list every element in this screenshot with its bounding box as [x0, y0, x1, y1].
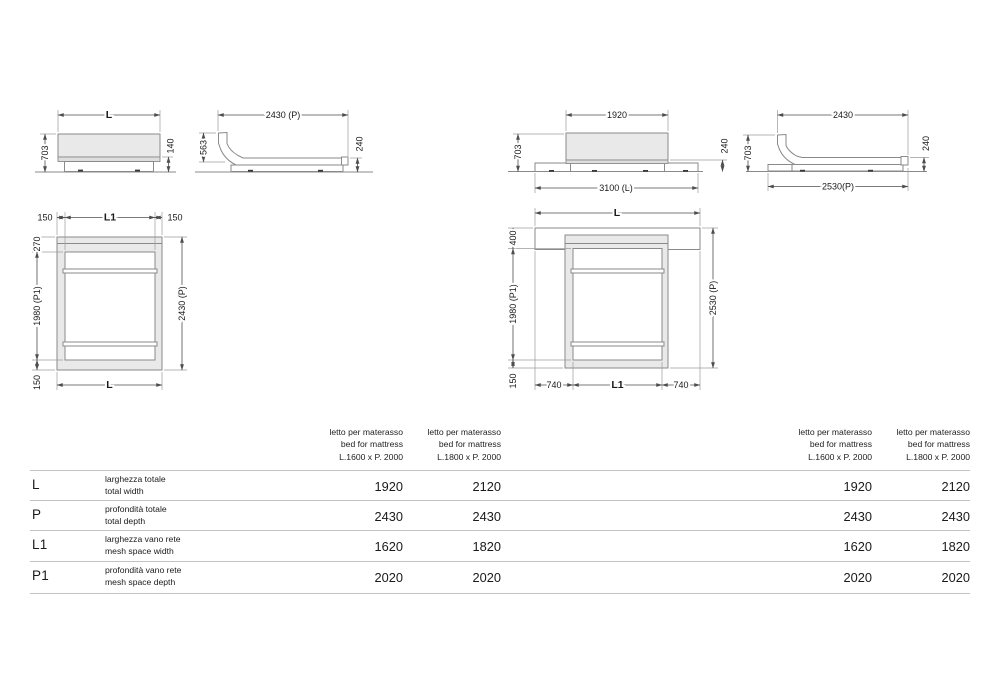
header-line: bed for mattress	[438, 439, 501, 450]
dim-label-platform-height: 240	[921, 135, 931, 152]
row-label-italian: larghezza vano rete	[105, 534, 181, 544]
table-value: 1820	[472, 539, 501, 554]
table-value: 2120	[472, 479, 501, 494]
column-header-mattress-1600-right	[798, 426, 872, 463]
table-value: 1920	[843, 479, 872, 494]
dim-label-headboard-width: 1920	[606, 110, 628, 120]
dim-label-inner-width: L1	[611, 379, 624, 391]
header-line: bed for mattress	[907, 439, 970, 450]
table-value: 2020	[374, 570, 403, 585]
dim-label-headboard-height: 563	[198, 139, 209, 156]
platform-end-cap	[342, 157, 349, 165]
dim-label-head-depth: 400	[508, 230, 518, 246]
dim-label-platform-height: 240	[719, 138, 730, 154]
dim-label-base-height: 140	[165, 138, 176, 154]
header-line: letto per materasso	[798, 427, 872, 437]
dim-label-inner-width: L1	[103, 211, 117, 224]
column-header-mattress-1800-left	[427, 426, 501, 463]
dim-label-total-height: 703	[513, 144, 523, 160]
specification-table	[30, 424, 970, 600]
dim-label-depth: 2430	[832, 110, 854, 120]
dim-label-inner-depth: 1980 (P1)	[32, 286, 42, 326]
table-value: 2430	[374, 509, 403, 524]
foot-mark	[135, 170, 140, 172]
header-line: bed for mattress	[340, 439, 403, 450]
dim-label-side-right: 740	[673, 380, 689, 390]
headboard-profile	[778, 135, 902, 165]
bed-frame-band	[58, 157, 160, 162]
table-value: 1920	[374, 479, 403, 494]
header-line: L.1800 x P. 2000	[906, 451, 970, 462]
dim-label-inner-depth: 1980 (P1)	[508, 284, 518, 324]
headboard-body	[566, 133, 668, 160]
foot-mark	[318, 170, 323, 172]
row-label-english: total depth	[105, 515, 146, 526]
dim-label-foot-depth: 150	[508, 373, 518, 389]
table-divider	[30, 530, 970, 531]
cross-slat	[63, 269, 157, 273]
table-value: 2430	[941, 509, 970, 524]
dim-label-total-width: L	[613, 207, 621, 219]
table-value: 2020	[843, 570, 872, 585]
row-label-english: total width	[105, 485, 144, 496]
side-elevation-right-drawing	[743, 110, 931, 192]
cross-slat	[571, 342, 664, 346]
dim-label-total-height: 703	[40, 145, 50, 161]
row-description	[105, 534, 180, 558]
row-label-english: mesh space width	[105, 545, 174, 556]
plan-view-right-drawing	[508, 207, 718, 391]
foot-mark	[248, 170, 253, 172]
column-header-mattress-1800-right	[896, 426, 970, 463]
row-label-italian: profondità totale	[105, 504, 167, 514]
header-line: L.1600 x P. 2000	[808, 451, 872, 462]
front-elevation-right-drawing	[508, 110, 730, 193]
row-description	[105, 504, 167, 528]
platform-end-cap	[901, 157, 908, 166]
table-divider	[30, 561, 970, 562]
dim-label-total-height: 703	[743, 145, 753, 161]
header-line: L.1600 x P. 2000	[339, 451, 403, 462]
plan-view-left-drawing	[32, 212, 187, 392]
dim-label-side-right: 150	[167, 212, 183, 223]
dim-label-head-depth: 270	[32, 236, 42, 252]
foot-mark	[592, 170, 597, 172]
row-description	[105, 565, 181, 589]
table-divider	[30, 593, 970, 594]
table-value: 2430	[472, 509, 501, 524]
row-label-english: mesh space depth	[105, 576, 176, 587]
table-divider	[30, 500, 970, 501]
header-line: bed for mattress	[809, 439, 872, 450]
table-value: 1620	[843, 539, 872, 554]
dim-label-side-left: 150	[37, 212, 53, 223]
dim-label-total-width: 3100 (L)	[599, 183, 633, 193]
bed-frame-band	[566, 160, 668, 164]
row-label-italian: larghezza totale	[105, 474, 166, 484]
dim-label-total-depth: 2430 (P)	[177, 286, 187, 321]
bed-base	[231, 165, 343, 172]
header-line: letto per materasso	[896, 427, 970, 437]
foot-mark	[549, 170, 554, 172]
table-value: 2120	[941, 479, 970, 494]
table-value: 1620	[374, 539, 403, 554]
platform-base	[768, 165, 903, 172]
front-elevation-left-drawing	[35, 109, 176, 172]
cross-slat	[571, 269, 664, 273]
dim-label-side-left: 740	[546, 380, 562, 390]
side-elevation-left-drawing	[195, 110, 373, 172]
foot-mark	[800, 170, 805, 172]
column-header-mattress-1600-left	[329, 426, 403, 463]
row-code: P	[32, 507, 42, 522]
platform-base	[535, 163, 698, 172]
dim-label-depth-total: 2530(P)	[821, 181, 855, 192]
row-description	[105, 474, 166, 498]
dim-label-foot-depth: 150	[32, 374, 42, 391]
dim-label-width: L	[105, 109, 113, 121]
foot-mark	[78, 170, 83, 172]
table-value: 2020	[472, 570, 501, 585]
row-code: L	[32, 477, 40, 492]
foot-mark	[868, 170, 873, 172]
foot-mark	[683, 170, 688, 172]
dim-label-total-width: L	[106, 379, 113, 391]
bed-body	[58, 134, 160, 157]
row-code: L1	[32, 537, 48, 552]
table-value: 1820	[941, 539, 970, 554]
table-value: 2430	[843, 509, 872, 524]
dim-label-depth: 2430 (P)	[265, 110, 301, 120]
header-line: L.1800 x P. 2000	[437, 451, 501, 462]
row-label-italian: profondità vano rete	[105, 565, 182, 575]
header-line: letto per materasso	[329, 427, 403, 437]
foot-mark	[643, 170, 648, 172]
headboard-profile	[219, 133, 349, 166]
cross-slat	[63, 342, 157, 346]
table-value: 2020	[941, 570, 970, 585]
dim-label-total-depth: 2530 (P)	[708, 280, 718, 316]
bed-base	[65, 162, 154, 172]
row-code: P1	[32, 568, 50, 583]
header-line: letto per materasso	[427, 427, 501, 437]
dim-label-platform-height: 240	[354, 136, 365, 152]
table-divider	[30, 470, 970, 471]
